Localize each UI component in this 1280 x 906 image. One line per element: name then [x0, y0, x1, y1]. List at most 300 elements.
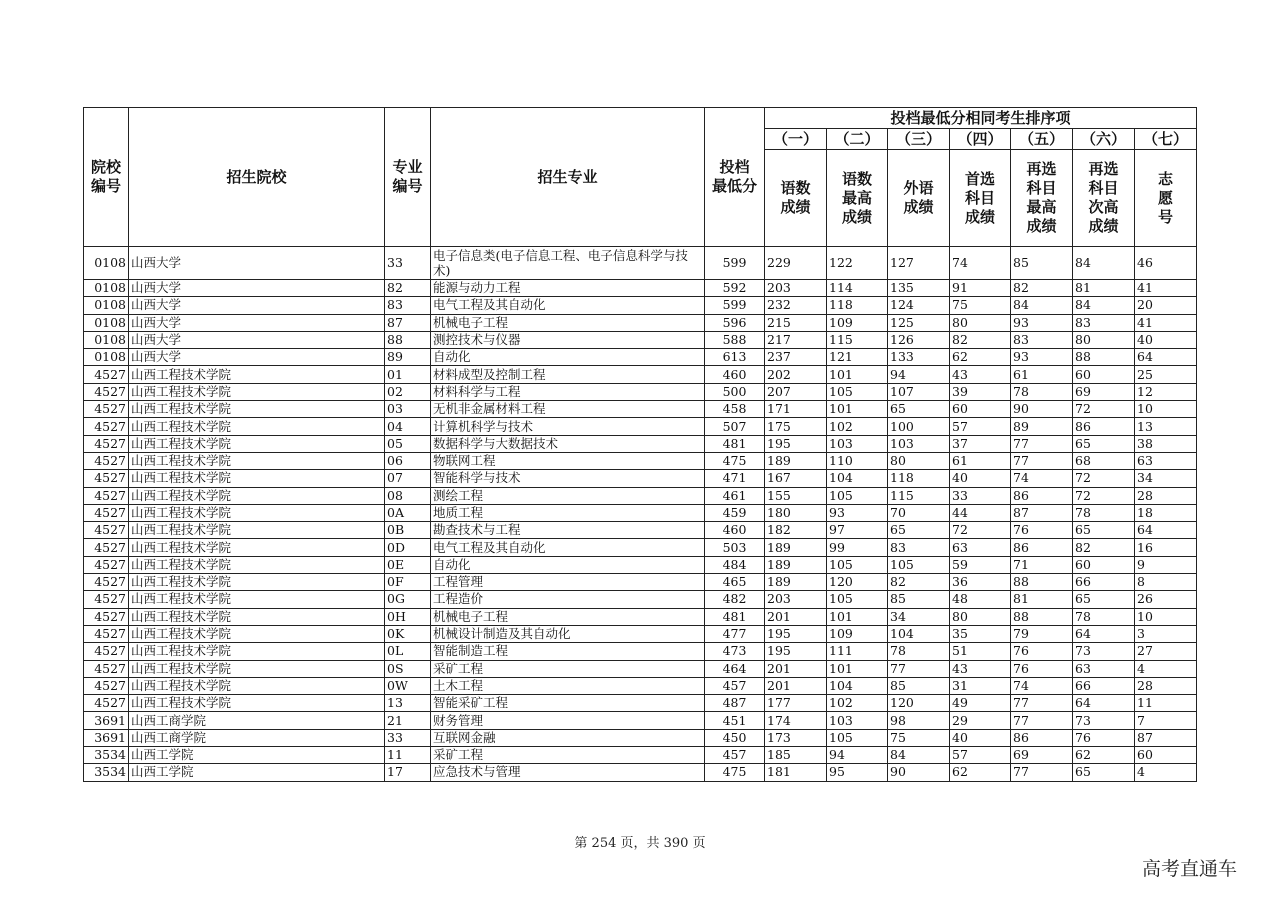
cell-chn-math: 175	[765, 418, 827, 435]
cell-school-name: 山西工程技术学院	[129, 366, 385, 383]
cell-chn-math-max: 105	[827, 729, 888, 746]
table-row	[84, 643, 1197, 660]
cell-reselect-max: 86	[1011, 729, 1073, 746]
cell-major-code: 0B	[385, 522, 431, 539]
cell-major-code: 0W	[385, 677, 431, 694]
cell-first-subject: 43	[950, 366, 1011, 383]
cell-school-code: 4527	[84, 435, 129, 452]
header-major-name: 招生专业	[431, 108, 705, 247]
cell-wish-no: 40	[1135, 331, 1197, 348]
cell-wish-no: 20	[1135, 297, 1197, 314]
cell-min-score: 599	[705, 297, 765, 314]
cell-reselect-second: 72	[1073, 487, 1135, 504]
cell-school-code: 4527	[84, 452, 129, 469]
cell-reselect-second: 66	[1073, 574, 1135, 591]
cell-major-code: 02	[385, 383, 431, 400]
cell-wish-no: 64	[1135, 522, 1197, 539]
table-row	[84, 366, 1197, 383]
cell-min-score: 481	[705, 608, 765, 625]
cell-chn-math: 174	[765, 712, 827, 729]
header-major-code-text: 专业 编号	[392, 158, 423, 195]
cell-major-name: 智能采矿工程	[431, 695, 705, 712]
cell-wish-no: 41	[1135, 314, 1197, 331]
cell-major-name: 计算机科学与技术	[431, 418, 705, 435]
cell-school-name: 山西工程技术学院	[129, 625, 385, 642]
cell-school-name: 山西工商学院	[129, 712, 385, 729]
cell-reselect-max: 89	[1011, 418, 1073, 435]
cell-school-name: 山西工程技术学院	[129, 556, 385, 573]
cell-first-subject: 91	[950, 280, 1011, 297]
cell-school-name: 山西工程技术学院	[129, 660, 385, 677]
cell-first-subject: 61	[950, 452, 1011, 469]
cell-chn-math: 217	[765, 331, 827, 348]
cell-chn-math-max: 104	[827, 470, 888, 487]
cell-reselect-max: 84	[1011, 297, 1073, 314]
tiebreak-number-1: （一）	[765, 129, 827, 150]
cell-school-name: 山西工程技术学院	[129, 504, 385, 521]
table-row	[84, 591, 1197, 608]
cell-chn-math: 232	[765, 297, 827, 314]
cell-school-name: 山西大学	[129, 331, 385, 348]
cell-major-code: 88	[385, 331, 431, 348]
cell-first-subject: 36	[950, 574, 1011, 591]
cell-school-code: 4527	[84, 383, 129, 400]
cell-foreign-lang: 104	[888, 625, 950, 642]
cell-first-subject: 75	[950, 297, 1011, 314]
cell-reselect-max: 85	[1011, 247, 1073, 280]
cell-reselect-max: 88	[1011, 574, 1073, 591]
cell-chn-math: 155	[765, 487, 827, 504]
cell-reselect-max: 77	[1011, 712, 1073, 729]
cell-school-name: 山西大学	[129, 297, 385, 314]
header-min-score-text: 投档 最低分	[711, 158, 757, 195]
cell-school-code: 4527	[84, 366, 129, 383]
cell-major-name: 材料科学与工程	[431, 383, 705, 400]
cell-first-subject: 35	[950, 625, 1011, 642]
cell-major-name: 采矿工程	[431, 747, 705, 764]
cell-reselect-max: 86	[1011, 487, 1073, 504]
tiebreak-column-label: 首选 科目 成绩	[964, 169, 995, 226]
cell-chn-math-max: 109	[827, 625, 888, 642]
cell-major-name: 财务管理	[431, 712, 705, 729]
cell-school-code: 4527	[84, 401, 129, 418]
cell-major-code: 0S	[385, 660, 431, 677]
cell-reselect-max: 76	[1011, 660, 1073, 677]
cell-foreign-lang: 85	[888, 677, 950, 694]
cell-school-code: 4527	[84, 556, 129, 573]
cell-min-score: 477	[705, 625, 765, 642]
cell-school-name: 山西工程技术学院	[129, 643, 385, 660]
table-row	[84, 331, 1197, 348]
cell-school-code: 3534	[84, 747, 129, 764]
tiebreak-number-5: （五）	[1011, 129, 1073, 150]
cell-min-score: 459	[705, 504, 765, 521]
cell-foreign-lang: 84	[888, 747, 950, 764]
cell-chn-math: 215	[765, 314, 827, 331]
cell-foreign-lang: 100	[888, 418, 950, 435]
cell-chn-math-max: 120	[827, 574, 888, 591]
cell-chn-math: 201	[765, 677, 827, 694]
cell-reselect-max: 69	[1011, 747, 1073, 764]
tiebreak-column-label: 语数 最高 成绩	[841, 169, 872, 226]
cell-foreign-lang: 124	[888, 297, 950, 314]
table-row	[84, 247, 1197, 280]
cell-major-name: 测控技术与仪器	[431, 331, 705, 348]
cell-major-code: 06	[385, 452, 431, 469]
cell-reselect-second: 65	[1073, 435, 1135, 452]
cell-min-score: 500	[705, 383, 765, 400]
cell-foreign-lang: 85	[888, 591, 950, 608]
cell-foreign-lang: 70	[888, 504, 950, 521]
cell-chn-math-max: 105	[827, 556, 888, 573]
table-row	[84, 764, 1197, 781]
cell-reselect-second: 72	[1073, 470, 1135, 487]
cell-school-name: 山西工程技术学院	[129, 695, 385, 712]
cell-chn-math: 173	[765, 729, 827, 746]
cell-reselect-max: 74	[1011, 677, 1073, 694]
cell-min-score: 613	[705, 349, 765, 366]
tiebreak-column-label: 外语 成绩	[903, 179, 934, 216]
cell-foreign-lang: 127	[888, 247, 950, 280]
cell-chn-math: 195	[765, 643, 827, 660]
cell-school-code: 4527	[84, 470, 129, 487]
header-major-code	[385, 108, 431, 247]
table-row	[84, 504, 1197, 521]
cell-wish-no: 10	[1135, 608, 1197, 625]
cell-major-code: 87	[385, 314, 431, 331]
cell-reselect-second: 73	[1073, 643, 1135, 660]
cell-first-subject: 57	[950, 747, 1011, 764]
tiebreak-column-3	[888, 150, 950, 247]
cell-chn-math-max: 105	[827, 591, 888, 608]
cell-foreign-lang: 125	[888, 314, 950, 331]
cell-school-name: 山西工程技术学院	[129, 418, 385, 435]
cell-foreign-lang: 82	[888, 574, 950, 591]
cell-reselect-second: 62	[1073, 747, 1135, 764]
cell-school-name: 山西工程技术学院	[129, 470, 385, 487]
cell-chn-math-max: 105	[827, 383, 888, 400]
cell-major-name: 电气工程及其自动化	[431, 297, 705, 314]
table-row	[84, 401, 1197, 418]
cell-major-name: 勘查技术与工程	[431, 522, 705, 539]
cell-reselect-max: 93	[1011, 314, 1073, 331]
cell-school-name: 山西工程技术学院	[129, 608, 385, 625]
table-row	[84, 487, 1197, 504]
cell-reselect-second: 73	[1073, 712, 1135, 729]
cell-foreign-lang: 107	[888, 383, 950, 400]
cell-reselect-max: 77	[1011, 435, 1073, 452]
cell-major-code: 21	[385, 712, 431, 729]
cell-school-name: 山西工程技术学院	[129, 677, 385, 694]
cell-reselect-second: 83	[1073, 314, 1135, 331]
cell-first-subject: 44	[950, 504, 1011, 521]
cell-school-code: 4527	[84, 504, 129, 521]
cell-chn-math-max: 115	[827, 331, 888, 348]
table-row	[84, 608, 1197, 625]
cell-major-code: 05	[385, 435, 431, 452]
table-body	[84, 247, 1197, 782]
cell-first-subject: 40	[950, 729, 1011, 746]
cell-min-score: 482	[705, 591, 765, 608]
cell-first-subject: 51	[950, 643, 1011, 660]
cell-major-name: 互联网金融	[431, 729, 705, 746]
cell-school-name: 山西工程技术学院	[129, 452, 385, 469]
cell-wish-no: 13	[1135, 418, 1197, 435]
cell-reselect-max: 74	[1011, 470, 1073, 487]
page-number: 第 254 页，共 390 页	[574, 836, 706, 851]
cell-chn-math: 207	[765, 383, 827, 400]
table-row	[84, 383, 1197, 400]
cell-first-subject: 39	[950, 383, 1011, 400]
cell-min-score: 481	[705, 435, 765, 452]
cell-reselect-max: 77	[1011, 764, 1073, 781]
cell-wish-no: 41	[1135, 280, 1197, 297]
cell-school-code: 4527	[84, 591, 129, 608]
cell-major-code: 0G	[385, 591, 431, 608]
cell-major-name: 智能制造工程	[431, 643, 705, 660]
cell-reselect-second: 69	[1073, 383, 1135, 400]
tiebreak-number-4: （四）	[950, 129, 1011, 150]
header-tiebreak-title: 投档最低分相同考生排序项	[765, 108, 1197, 129]
cell-first-subject: 48	[950, 591, 1011, 608]
cell-major-name: 机械设计制造及其自动化	[431, 625, 705, 642]
cell-reselect-second: 76	[1073, 729, 1135, 746]
cell-chn-math: 203	[765, 280, 827, 297]
tiebreak-column-label: 再选 科目 最高 成绩	[1026, 160, 1057, 235]
cell-chn-math-max: 118	[827, 297, 888, 314]
cell-major-code: 82	[385, 280, 431, 297]
cell-first-subject: 82	[950, 331, 1011, 348]
cell-school-name: 山西大学	[129, 349, 385, 366]
cell-reselect-second: 78	[1073, 504, 1135, 521]
table-row	[84, 435, 1197, 452]
cell-school-code: 4527	[84, 522, 129, 539]
tiebreak-column-7	[1135, 150, 1197, 247]
cell-min-score: 457	[705, 677, 765, 694]
cell-school-code: 0108	[84, 349, 129, 366]
cell-wish-no: 11	[1135, 695, 1197, 712]
cell-reselect-second: 72	[1073, 401, 1135, 418]
cell-chn-math-max: 109	[827, 314, 888, 331]
cell-foreign-lang: 65	[888, 522, 950, 539]
cell-first-subject: 63	[950, 539, 1011, 556]
cell-chn-math-max: 94	[827, 747, 888, 764]
cell-major-code: 0L	[385, 643, 431, 660]
cell-school-name: 山西大学	[129, 247, 385, 280]
cell-school-name: 山西工程技术学院	[129, 539, 385, 556]
cell-foreign-lang: 103	[888, 435, 950, 452]
cell-chn-math-max: 121	[827, 349, 888, 366]
cell-chn-math: 185	[765, 747, 827, 764]
cell-reselect-max: 86	[1011, 539, 1073, 556]
cell-foreign-lang: 78	[888, 643, 950, 660]
cell-chn-math-max: 95	[827, 764, 888, 781]
header-school-code	[84, 108, 129, 247]
cell-chn-math: 180	[765, 504, 827, 521]
cell-chn-math: 195	[765, 435, 827, 452]
cell-chn-math: 181	[765, 764, 827, 781]
cell-reselect-max: 87	[1011, 504, 1073, 521]
cell-foreign-lang: 94	[888, 366, 950, 383]
cell-reselect-second: 80	[1073, 331, 1135, 348]
cell-reselect-max: 76	[1011, 643, 1073, 660]
cell-major-name: 工程造价	[431, 591, 705, 608]
cell-first-subject: 37	[950, 435, 1011, 452]
cell-wish-no: 8	[1135, 574, 1197, 591]
cell-min-score: 592	[705, 280, 765, 297]
cell-major-code: 89	[385, 349, 431, 366]
header-school-code-text: 院校 编号	[90, 158, 121, 195]
cell-major-code: 0A	[385, 504, 431, 521]
cell-wish-no: 4	[1135, 764, 1197, 781]
tiebreak-number-2: （二）	[827, 129, 888, 150]
cell-major-name: 应急技术与管理	[431, 764, 705, 781]
cell-first-subject: 62	[950, 349, 1011, 366]
cell-school-code: 4527	[84, 418, 129, 435]
cell-first-subject: 74	[950, 247, 1011, 280]
header-min-score	[705, 108, 765, 247]
cell-foreign-lang: 126	[888, 331, 950, 348]
cell-chn-math: 189	[765, 574, 827, 591]
cell-school-code: 4527	[84, 574, 129, 591]
cell-school-name: 山西工程技术学院	[129, 401, 385, 418]
cell-first-subject: 59	[950, 556, 1011, 573]
cell-school-name: 山西工程技术学院	[129, 574, 385, 591]
cell-major-name: 自动化	[431, 556, 705, 573]
cell-major-name: 电气工程及其自动化	[431, 539, 705, 556]
cell-chn-math: 189	[765, 539, 827, 556]
cell-chn-math-max: 97	[827, 522, 888, 539]
tiebreak-column-4	[950, 150, 1011, 247]
table-row	[84, 625, 1197, 642]
cell-major-code: 08	[385, 487, 431, 504]
cell-reselect-second: 64	[1073, 625, 1135, 642]
cell-first-subject: 60	[950, 401, 1011, 418]
table-row	[84, 314, 1197, 331]
cell-reselect-max: 81	[1011, 591, 1073, 608]
cell-min-score: 484	[705, 556, 765, 573]
cell-first-subject: 31	[950, 677, 1011, 694]
cell-min-score: 473	[705, 643, 765, 660]
cell-wish-no: 46	[1135, 247, 1197, 280]
cell-reselect-max: 83	[1011, 331, 1073, 348]
cell-min-score: 465	[705, 574, 765, 591]
cell-min-score: 464	[705, 660, 765, 677]
cell-major-name: 测绘工程	[431, 487, 705, 504]
cell-min-score: 457	[705, 747, 765, 764]
cell-chn-math: 237	[765, 349, 827, 366]
cell-chn-math-max: 99	[827, 539, 888, 556]
cell-school-code: 4527	[84, 608, 129, 625]
cell-major-code: 17	[385, 764, 431, 781]
tiebreak-number-7: （七）	[1135, 129, 1197, 150]
table-row	[84, 729, 1197, 746]
cell-reselect-second: 63	[1073, 660, 1135, 677]
cell-school-code: 0108	[84, 331, 129, 348]
cell-school-code: 0108	[84, 280, 129, 297]
cell-chn-math-max: 101	[827, 660, 888, 677]
cell-first-subject: 62	[950, 764, 1011, 781]
cell-major-name: 能源与动力工程	[431, 280, 705, 297]
cell-foreign-lang: 34	[888, 608, 950, 625]
cell-foreign-lang: 75	[888, 729, 950, 746]
cell-reselect-max: 88	[1011, 608, 1073, 625]
cell-chn-math-max: 111	[827, 643, 888, 660]
table-row	[84, 470, 1197, 487]
tiebreak-column-6	[1073, 150, 1135, 247]
cell-school-code: 0108	[84, 247, 129, 280]
cell-reselect-second: 65	[1073, 591, 1135, 608]
table-header	[84, 108, 1197, 247]
cell-school-name: 山西工程技术学院	[129, 487, 385, 504]
cell-first-subject: 43	[950, 660, 1011, 677]
cell-min-score: 460	[705, 366, 765, 383]
cell-school-name: 山西大学	[129, 314, 385, 331]
cell-school-code: 4527	[84, 660, 129, 677]
cell-wish-no: 4	[1135, 660, 1197, 677]
cell-wish-no: 7	[1135, 712, 1197, 729]
cell-chn-math-max: 93	[827, 504, 888, 521]
watermark-text: 高考直通车	[1142, 858, 1238, 880]
cell-reselect-second: 65	[1073, 764, 1135, 781]
cell-first-subject: 72	[950, 522, 1011, 539]
cell-reselect-second: 65	[1073, 522, 1135, 539]
cell-school-code: 4527	[84, 625, 129, 642]
cell-wish-no: 18	[1135, 504, 1197, 521]
cell-wish-no: 16	[1135, 539, 1197, 556]
cell-major-name: 自动化	[431, 349, 705, 366]
cell-wish-no: 10	[1135, 401, 1197, 418]
tiebreak-number-3: （三）	[888, 129, 950, 150]
cell-wish-no: 3	[1135, 625, 1197, 642]
cell-major-code: 01	[385, 366, 431, 383]
cell-chn-math-max: 110	[827, 452, 888, 469]
cell-major-code: 04	[385, 418, 431, 435]
cell-reselect-max: 77	[1011, 452, 1073, 469]
cell-foreign-lang: 135	[888, 280, 950, 297]
cell-reselect-max: 71	[1011, 556, 1073, 573]
cell-major-code: 0K	[385, 625, 431, 642]
table-row	[84, 522, 1197, 539]
cell-school-code: 4527	[84, 539, 129, 556]
cell-wish-no: 87	[1135, 729, 1197, 746]
cell-wish-no: 25	[1135, 366, 1197, 383]
cell-chn-math-max: 102	[827, 695, 888, 712]
table-row	[84, 297, 1197, 314]
cell-reselect-max: 93	[1011, 349, 1073, 366]
cell-wish-no: 38	[1135, 435, 1197, 452]
cell-min-score: 503	[705, 539, 765, 556]
table-row	[84, 695, 1197, 712]
table-row	[84, 349, 1197, 366]
cell-school-code: 4527	[84, 695, 129, 712]
cell-major-name: 土木工程	[431, 677, 705, 694]
cell-major-name: 材料成型及控制工程	[431, 366, 705, 383]
cell-major-name: 数据科学与大数据技术	[431, 435, 705, 452]
cell-major-code: 0F	[385, 574, 431, 591]
cell-foreign-lang: 80	[888, 452, 950, 469]
cell-min-score: 596	[705, 314, 765, 331]
cell-school-code: 4527	[84, 643, 129, 660]
cell-wish-no: 12	[1135, 383, 1197, 400]
cell-major-name: 工程管理	[431, 574, 705, 591]
cell-reselect-second: 78	[1073, 608, 1135, 625]
cell-chn-math-max: 105	[827, 487, 888, 504]
cell-foreign-lang: 65	[888, 401, 950, 418]
cell-chn-math: 229	[765, 247, 827, 280]
table-row	[84, 418, 1197, 435]
cell-major-code: 83	[385, 297, 431, 314]
